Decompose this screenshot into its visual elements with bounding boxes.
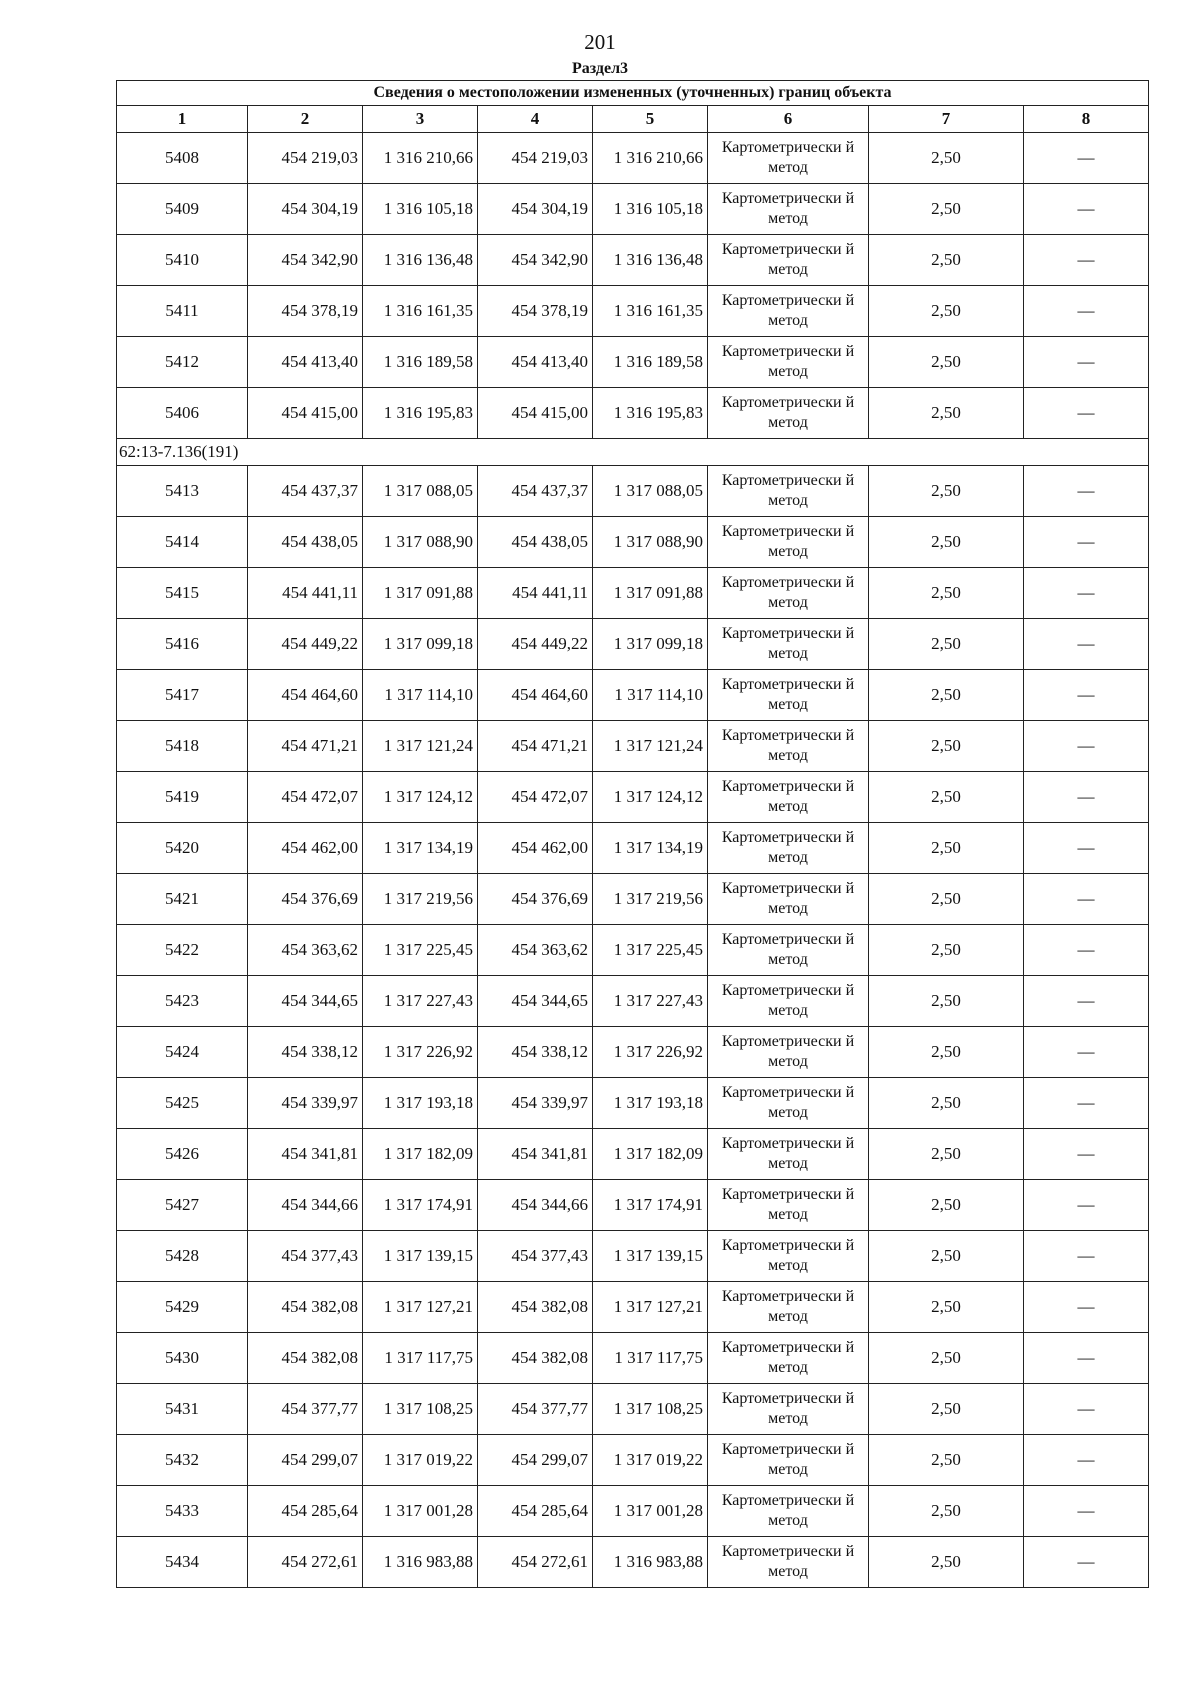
cell-accuracy: 2,50 [869, 1129, 1024, 1180]
cell-y-old: 1 316 161,35 [363, 286, 478, 337]
cell-method: Картометрически й метод [708, 1333, 869, 1384]
cell-note: — [1024, 568, 1149, 619]
cell-note: — [1024, 466, 1149, 517]
cell-x-new: 454 441,11 [478, 568, 593, 619]
cell-y-new: 1 317 121,24 [593, 721, 708, 772]
cell-method: Картометрически й метод [708, 1537, 869, 1588]
cell-point-number: 5421 [117, 874, 248, 925]
cell-note: — [1024, 874, 1149, 925]
cell-point-number: 5422 [117, 925, 248, 976]
cell-accuracy: 2,50 [869, 1333, 1024, 1384]
cell-x-new: 454 377,77 [478, 1384, 593, 1435]
cell-y-new: 1 316 189,58 [593, 337, 708, 388]
table-row [117, 1129, 1149, 1180]
cell-accuracy: 2,50 [869, 235, 1024, 286]
cell-method: Картометрически й метод [708, 568, 869, 619]
cell-y-new: 1 317 117,75 [593, 1333, 708, 1384]
cell-point-number: 5425 [117, 1078, 248, 1129]
cell-note: — [1024, 721, 1149, 772]
cell-method: Картометрически й метод [708, 976, 869, 1027]
cell-method: Картометрически й метод [708, 466, 869, 517]
cell-method: Картометрически й метод [708, 1129, 869, 1180]
cell-note: — [1024, 619, 1149, 670]
cell-x-new: 454 341,81 [478, 1129, 593, 1180]
cell-note: — [1024, 1078, 1149, 1129]
table-row [117, 874, 1149, 925]
cell-x-old: 454 341,81 [248, 1129, 363, 1180]
cell-accuracy: 2,50 [869, 1384, 1024, 1435]
cell-accuracy: 2,50 [869, 337, 1024, 388]
cell-note: — [1024, 388, 1149, 439]
cell-y-new: 1 317 099,18 [593, 619, 708, 670]
cell-note: — [1024, 772, 1149, 823]
cell-x-old: 454 382,08 [248, 1282, 363, 1333]
column-header-4: 4 [478, 106, 593, 133]
cell-x-old: 454 441,11 [248, 568, 363, 619]
cell-point-number: 5433 [117, 1486, 248, 1537]
cell-x-old: 454 219,03 [248, 133, 363, 184]
cell-method: Картометрически й метод [708, 925, 869, 976]
boundary-coordinates-table [116, 80, 1149, 1588]
cell-x-new: 454 299,07 [478, 1435, 593, 1486]
table-row [117, 823, 1149, 874]
cell-point-number: 5431 [117, 1384, 248, 1435]
cell-x-old: 454 472,07 [248, 772, 363, 823]
cell-note: — [1024, 1537, 1149, 1588]
cell-method: Картометрически й метод [708, 1180, 869, 1231]
cell-y-old: 1 317 139,15 [363, 1231, 478, 1282]
cell-point-number: 5417 [117, 670, 248, 721]
cell-y-old: 1 317 124,12 [363, 772, 478, 823]
cell-y-old: 1 317 091,88 [363, 568, 478, 619]
cell-x-new: 454 437,37 [478, 466, 593, 517]
cell-y-old: 1 316 210,66 [363, 133, 478, 184]
cell-method: Картометрически й метод [708, 1435, 869, 1486]
cell-x-old: 454 438,05 [248, 517, 363, 568]
cell-accuracy: 2,50 [869, 925, 1024, 976]
cell-y-new: 1 317 219,56 [593, 874, 708, 925]
table-row [117, 1486, 1149, 1537]
cell-x-new: 454 304,19 [478, 184, 593, 235]
cell-x-old: 454 378,19 [248, 286, 363, 337]
cell-x-old: 454 415,00 [248, 388, 363, 439]
cell-accuracy: 2,50 [869, 517, 1024, 568]
cell-x-old: 454 376,69 [248, 874, 363, 925]
cell-x-new: 454 219,03 [478, 133, 593, 184]
cell-x-old: 454 272,61 [248, 1537, 363, 1588]
cell-y-new: 1 316 136,48 [593, 235, 708, 286]
cell-y-old: 1 316 136,48 [363, 235, 478, 286]
table-row [117, 1180, 1149, 1231]
table-row [117, 772, 1149, 823]
cell-accuracy: 2,50 [869, 874, 1024, 925]
cell-method: Картометрически й метод [708, 286, 869, 337]
cell-accuracy: 2,50 [869, 286, 1024, 337]
table-row [117, 568, 1149, 619]
cell-accuracy: 2,50 [869, 1180, 1024, 1231]
table-row [117, 1384, 1149, 1435]
cell-y-old: 1 317 114,10 [363, 670, 478, 721]
cell-accuracy: 2,50 [869, 1282, 1024, 1333]
cell-x-old: 454 338,12 [248, 1027, 363, 1078]
cell-point-number: 5408 [117, 133, 248, 184]
table-row [117, 1282, 1149, 1333]
table-row [117, 619, 1149, 670]
cell-x-old: 454 299,07 [248, 1435, 363, 1486]
cell-y-old: 1 316 105,18 [363, 184, 478, 235]
cell-y-old: 1 317 219,56 [363, 874, 478, 925]
cell-y-new: 1 317 091,88 [593, 568, 708, 619]
table-row [117, 1027, 1149, 1078]
cell-accuracy: 2,50 [869, 1027, 1024, 1078]
cell-y-new: 1 317 108,25 [593, 1384, 708, 1435]
cell-x-new: 454 338,12 [478, 1027, 593, 1078]
cell-x-old: 454 413,40 [248, 337, 363, 388]
table-row [117, 925, 1149, 976]
cell-y-new: 1 317 227,43 [593, 976, 708, 1027]
cell-x-new: 454 339,97 [478, 1078, 593, 1129]
cell-x-old: 454 344,65 [248, 976, 363, 1027]
cell-x-old: 454 363,62 [248, 925, 363, 976]
column-header-2: 2 [248, 106, 363, 133]
table-row [117, 388, 1149, 439]
cell-y-new: 1 317 226,92 [593, 1027, 708, 1078]
column-header-3: 3 [363, 106, 478, 133]
cell-point-number: 5427 [117, 1180, 248, 1231]
cell-accuracy: 2,50 [869, 1231, 1024, 1282]
cell-point-number: 5409 [117, 184, 248, 235]
cell-y-new: 1 317 174,91 [593, 1180, 708, 1231]
cell-y-new: 1 317 139,15 [593, 1231, 708, 1282]
cell-method: Картометрически й метод [708, 337, 869, 388]
cell-method: Картометрически й метод [708, 388, 869, 439]
cell-accuracy: 2,50 [869, 670, 1024, 721]
cell-method: Картометрически й метод [708, 772, 869, 823]
cell-point-number: 5414 [117, 517, 248, 568]
table-row [117, 1333, 1149, 1384]
cell-point-number: 5424 [117, 1027, 248, 1078]
table-row [117, 133, 1149, 184]
table-row [117, 976, 1149, 1027]
cell-method: Картометрически й метод [708, 619, 869, 670]
cell-method: Картометрически й метод [708, 235, 869, 286]
cell-x-old: 454 285,64 [248, 1486, 363, 1537]
cell-method: Картометрически й метод [708, 1486, 869, 1537]
cell-note: — [1024, 1333, 1149, 1384]
cell-x-new: 454 363,62 [478, 925, 593, 976]
cell-note: — [1024, 1435, 1149, 1486]
cell-x-old: 454 464,60 [248, 670, 363, 721]
cell-method: Картометрически й метод [708, 823, 869, 874]
cell-y-old: 1 317 019,22 [363, 1435, 478, 1486]
cell-note: — [1024, 1027, 1149, 1078]
cell-point-number: 5413 [117, 466, 248, 517]
cell-y-old: 1 317 117,75 [363, 1333, 478, 1384]
table-body [117, 133, 1149, 1588]
cell-x-new: 454 449,22 [478, 619, 593, 670]
cell-point-number: 5411 [117, 286, 248, 337]
cell-x-new: 454 472,07 [478, 772, 593, 823]
cell-y-new: 1 317 019,22 [593, 1435, 708, 1486]
cell-note: — [1024, 133, 1149, 184]
cell-note: — [1024, 823, 1149, 874]
column-header-7: 7 [869, 106, 1024, 133]
cell-note: — [1024, 1231, 1149, 1282]
cell-note: — [1024, 976, 1149, 1027]
cell-y-old: 1 317 088,90 [363, 517, 478, 568]
cell-point-number: 5428 [117, 1231, 248, 1282]
cell-x-old: 454 471,21 [248, 721, 363, 772]
cell-note: — [1024, 286, 1149, 337]
cell-x-old: 454 304,19 [248, 184, 363, 235]
cell-y-new: 1 317 114,10 [593, 670, 708, 721]
cell-y-new: 1 317 088,05 [593, 466, 708, 517]
cell-y-old: 1 316 189,58 [363, 337, 478, 388]
cell-note: — [1024, 925, 1149, 976]
table-row [117, 1231, 1149, 1282]
cell-x-old: 454 449,22 [248, 619, 363, 670]
cell-y-new: 1 316 210,66 [593, 133, 708, 184]
column-header-8: 8 [1024, 106, 1149, 133]
cell-point-number: 5415 [117, 568, 248, 619]
cell-method: Картометрически й метод [708, 721, 869, 772]
cell-y-old: 1 317 174,91 [363, 1180, 478, 1231]
cell-x-new: 454 377,43 [478, 1231, 593, 1282]
cell-y-old: 1 317 193,18 [363, 1078, 478, 1129]
cell-x-new: 454 272,61 [478, 1537, 593, 1588]
cell-note: — [1024, 337, 1149, 388]
cell-y-old: 1 317 088,05 [363, 466, 478, 517]
cell-accuracy: 2,50 [869, 1537, 1024, 1588]
table-caption: Сведения о местоположении измененных (уточненных) границ объекта [117, 81, 1149, 106]
cell-y-old: 1 316 983,88 [363, 1537, 478, 1588]
cell-y-old: 1 317 227,43 [363, 976, 478, 1027]
cell-point-number: 5416 [117, 619, 248, 670]
cell-y-new: 1 316 161,35 [593, 286, 708, 337]
column-header-6: 6 [708, 106, 869, 133]
table-row [117, 184, 1149, 235]
cell-x-new: 454 415,00 [478, 388, 593, 439]
cell-point-number: 5412 [117, 337, 248, 388]
cell-x-old: 454 437,37 [248, 466, 363, 517]
cell-accuracy: 2,50 [869, 823, 1024, 874]
cell-point-number: 5430 [117, 1333, 248, 1384]
cell-accuracy: 2,50 [869, 721, 1024, 772]
table-row [117, 1078, 1149, 1129]
cell-x-new: 454 382,08 [478, 1282, 593, 1333]
table-row [117, 1435, 1149, 1486]
cell-method: Картометрически й метод [708, 1078, 869, 1129]
cell-y-old: 1 317 182,09 [363, 1129, 478, 1180]
group-label-row [117, 439, 1149, 466]
cell-method: Картометрически й метод [708, 1384, 869, 1435]
cell-y-old: 1 317 001,28 [363, 1486, 478, 1537]
table-row [117, 517, 1149, 568]
cell-y-old: 1 317 099,18 [363, 619, 478, 670]
cell-accuracy: 2,50 [869, 388, 1024, 439]
cell-y-new: 1 317 193,18 [593, 1078, 708, 1129]
cell-method: Картометрически й метод [708, 1027, 869, 1078]
cell-x-new: 454 285,64 [478, 1486, 593, 1537]
cell-accuracy: 2,50 [869, 976, 1024, 1027]
cell-x-new: 454 462,00 [478, 823, 593, 874]
cell-accuracy: 2,50 [869, 568, 1024, 619]
cell-y-new: 1 317 225,45 [593, 925, 708, 976]
table-caption-row [117, 81, 1149, 106]
cell-x-new: 454 438,05 [478, 517, 593, 568]
cell-point-number: 5429 [117, 1282, 248, 1333]
cell-accuracy: 2,50 [869, 1078, 1024, 1129]
cell-x-new: 454 378,19 [478, 286, 593, 337]
cell-y-new: 1 316 983,88 [593, 1537, 708, 1588]
cell-accuracy: 2,50 [869, 1486, 1024, 1537]
cell-y-new: 1 317 127,21 [593, 1282, 708, 1333]
cell-y-old: 1 317 134,19 [363, 823, 478, 874]
cell-note: — [1024, 235, 1149, 286]
table-row [117, 670, 1149, 721]
cell-note: — [1024, 184, 1149, 235]
cell-y-old: 1 316 195,83 [363, 388, 478, 439]
cell-x-old: 454 342,90 [248, 235, 363, 286]
group-label: 62:13-7.136(191) [117, 439, 1149, 466]
cell-method: Картометрически й метод [708, 1231, 869, 1282]
cell-x-old: 454 462,00 [248, 823, 363, 874]
cell-y-new: 1 317 134,19 [593, 823, 708, 874]
table-row [117, 721, 1149, 772]
section-title: Раздел3 [571, 60, 629, 77]
cell-note: — [1024, 1180, 1149, 1231]
table-row [117, 466, 1149, 517]
cell-note: — [1024, 1282, 1149, 1333]
cell-point-number: 5419 [117, 772, 248, 823]
cell-y-old: 1 317 108,25 [363, 1384, 478, 1435]
cell-note: — [1024, 1486, 1149, 1537]
cell-x-new: 454 344,66 [478, 1180, 593, 1231]
cell-x-new: 454 376,69 [478, 874, 593, 925]
page-number: 201 [584, 30, 616, 54]
cell-method: Картометрически й метод [708, 1282, 869, 1333]
cell-y-new: 1 316 195,83 [593, 388, 708, 439]
cell-method: Картометрически й метод [708, 670, 869, 721]
cell-y-old: 1 317 121,24 [363, 721, 478, 772]
cell-x-old: 454 344,66 [248, 1180, 363, 1231]
cell-x-old: 454 377,77 [248, 1384, 363, 1435]
table-row [117, 286, 1149, 337]
cell-note: — [1024, 517, 1149, 568]
cell-point-number: 5420 [117, 823, 248, 874]
cell-accuracy: 2,50 [869, 466, 1024, 517]
column-header-1: 1 [117, 106, 248, 133]
table-row [117, 1537, 1149, 1588]
cell-y-old: 1 317 225,45 [363, 925, 478, 976]
cell-x-old: 454 377,43 [248, 1231, 363, 1282]
cell-y-new: 1 317 182,09 [593, 1129, 708, 1180]
cell-y-new: 1 316 105,18 [593, 184, 708, 235]
cell-point-number: 5410 [117, 235, 248, 286]
cell-note: — [1024, 670, 1149, 721]
cell-accuracy: 2,50 [869, 772, 1024, 823]
cell-point-number: 5423 [117, 976, 248, 1027]
cell-method: Картометрически й метод [708, 874, 869, 925]
cell-point-number: 5432 [117, 1435, 248, 1486]
cell-point-number: 5406 [117, 388, 248, 439]
cell-note: — [1024, 1129, 1149, 1180]
cell-x-new: 454 382,08 [478, 1333, 593, 1384]
table-row [117, 337, 1149, 388]
cell-x-new: 454 471,21 [478, 721, 593, 772]
cell-accuracy: 2,50 [869, 133, 1024, 184]
cell-point-number: 5426 [117, 1129, 248, 1180]
cell-x-new: 454 342,90 [478, 235, 593, 286]
cell-x-new: 454 413,40 [478, 337, 593, 388]
cell-x-new: 454 464,60 [478, 670, 593, 721]
cell-accuracy: 2,50 [869, 1435, 1024, 1486]
cell-y-new: 1 317 088,90 [593, 517, 708, 568]
cell-accuracy: 2,50 [869, 619, 1024, 670]
cell-point-number: 5434 [117, 1537, 248, 1588]
cell-y-old: 1 317 127,21 [363, 1282, 478, 1333]
cell-method: Картометрически й метод [708, 184, 869, 235]
cell-y-old: 1 317 226,92 [363, 1027, 478, 1078]
cell-method: Картометрически й метод [708, 517, 869, 568]
cell-note: — [1024, 1384, 1149, 1435]
cell-y-new: 1 317 124,12 [593, 772, 708, 823]
cell-accuracy: 2,50 [869, 184, 1024, 235]
cell-point-number: 5418 [117, 721, 248, 772]
cell-y-new: 1 317 001,28 [593, 1486, 708, 1537]
column-header-5: 5 [593, 106, 708, 133]
cell-method: Картометрически й метод [708, 133, 869, 184]
cell-x-new: 454 344,65 [478, 976, 593, 1027]
cell-x-old: 454 339,97 [248, 1078, 363, 1129]
column-header-row [117, 106, 1149, 133]
cell-x-old: 454 382,08 [248, 1333, 363, 1384]
table-row [117, 235, 1149, 286]
